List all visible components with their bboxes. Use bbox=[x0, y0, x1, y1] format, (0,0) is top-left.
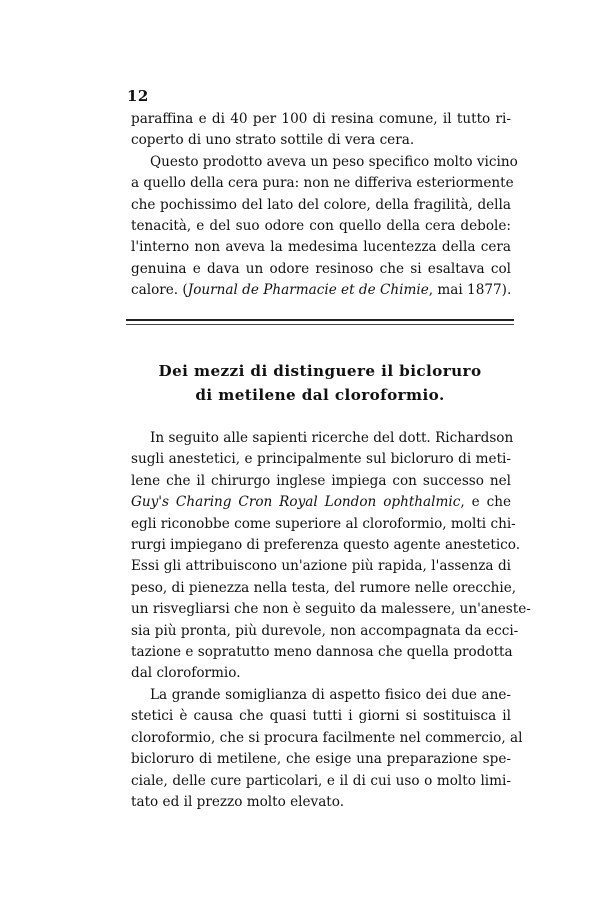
section-divider-thin bbox=[126, 324, 514, 325]
journal-title: Journal de Pharmacie et de Chimie bbox=[187, 282, 429, 299]
paragraph-intro bbox=[131, 428, 531, 685]
citation-line bbox=[131, 280, 511, 301]
text-line: tenacità, e del suo odore con quello della cera debole: bbox=[131, 218, 511, 235]
text-line: bicloruro di metilene, che esige una preparazione spe- bbox=[131, 751, 511, 768]
text-line: Questo prodotto aveva un peso specifico molto vicino bbox=[150, 153, 518, 170]
text-line: peso, di pienezza nella testa, del rumore nelle orecchie, bbox=[131, 579, 517, 596]
text-line: stetici è causa che quasi tutti i giorni si sostituisca il bbox=[131, 708, 511, 725]
section-divider-thick bbox=[126, 319, 514, 321]
hospital-name: Guy's Charing Cron Royal London ophthalmic bbox=[131, 494, 461, 511]
text-fragment: , e che bbox=[460, 494, 511, 511]
text-line: un risvegliarsi che non è seguito da malessere, un'aneste- bbox=[131, 601, 531, 618]
text-block-top bbox=[131, 109, 518, 302]
section-heading-line-1: Dei mezzi di distinguere il bicloruro bbox=[158, 362, 482, 380]
text-line: coperto di uno strato sottile di vera cera. bbox=[131, 132, 415, 149]
text-line: a quello della cera pura: non ne differiva esteriormente bbox=[131, 175, 514, 192]
text-line: In seguito alle sapienti ricerche del dott. Richardson bbox=[150, 430, 514, 446]
section-heading-line-2: di metilene dal cloroformio. bbox=[195, 386, 445, 404]
paragraph-product-description bbox=[131, 152, 518, 302]
text-line: genuina e dava un odore resinoso che si esaltava col bbox=[131, 260, 511, 277]
hospital-line bbox=[131, 492, 511, 513]
text-fragment: , mai 1877). bbox=[428, 282, 512, 299]
text-fragment: calore. ( bbox=[131, 282, 188, 299]
text-line: dal cloroformio. bbox=[131, 665, 241, 682]
text-line: sugli anestetici, e principalmente sul bicloruro di meti- bbox=[131, 451, 511, 468]
text-line: lene che il chirurgo inglese impiega con successo nel bbox=[131, 472, 511, 489]
text-line: l'interno non aveva la medesima lucentezza della cera bbox=[131, 239, 511, 256]
page-number: 12 bbox=[127, 87, 149, 105]
text-line: rurgi impiegano di preferenza questo agente anestetico. bbox=[131, 537, 521, 554]
text-line: tato ed il prezzo molto elevato. bbox=[131, 793, 345, 810]
text-line: ciale, delle cure particolari, e il di cui uso o molto limi- bbox=[131, 772, 511, 789]
paragraph-comparison bbox=[131, 685, 523, 813]
text-line: che pochissimo del lato del colore, della fragilità, della bbox=[131, 196, 511, 213]
paragraph-continuation bbox=[131, 109, 511, 152]
text-line: egli riconobbe come superiore al cloroformio, molti chi- bbox=[131, 515, 516, 532]
text-line: sia più pronta, più durevole, non accompagnata da ecci- bbox=[131, 622, 519, 639]
text-line: paraffina e di 40 per 100 di resina comune, il tutto ri- bbox=[131, 111, 511, 127]
text-line: tazione e sopratutto meno dannosa che quella prodotta bbox=[131, 644, 513, 661]
text-block-article bbox=[131, 428, 531, 813]
text-line: Essi gli attribuiscono un'azione più rapida, l'assenza di bbox=[131, 558, 511, 575]
text-line: cloroformio, che si procura facilmente nel commercio, al bbox=[131, 729, 523, 746]
text-line: La grande somiglianza di aspetto fisico dei due ane- bbox=[150, 686, 511, 703]
